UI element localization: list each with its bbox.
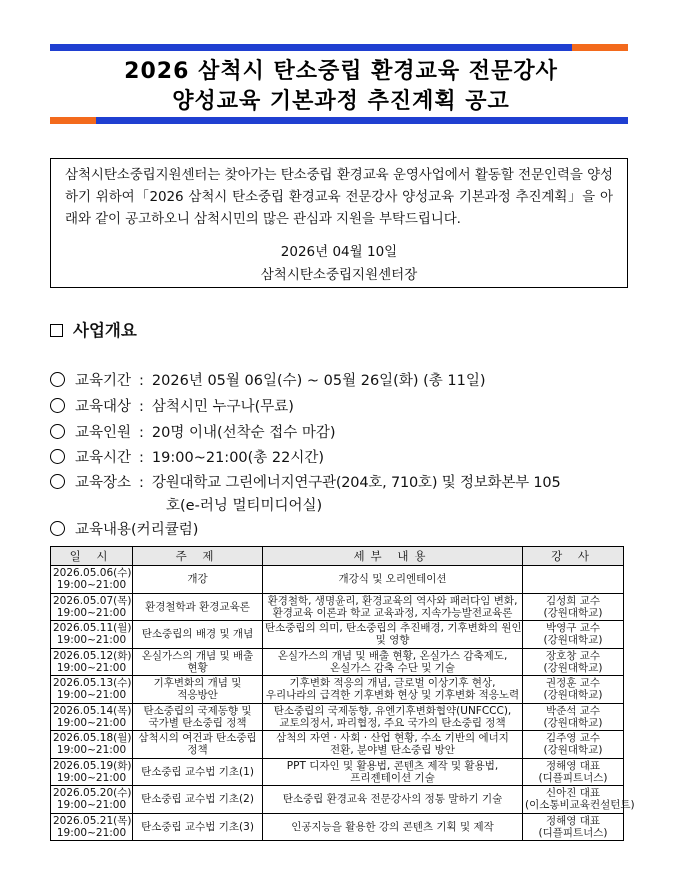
schedule-time: 19:00~21:00 — [56, 579, 127, 592]
schedule-topic-line: 온실가스의 개념 및 배출 — [141, 649, 254, 662]
circle-bullet-icon — [50, 398, 65, 413]
schedule-topic-line: 정책 — [187, 744, 208, 757]
schedule-lecturer-cell — [523, 621, 624, 649]
schedule-detail-line: 및 영향 — [375, 634, 410, 647]
schedule-topic-line: 적응방안 — [177, 689, 218, 702]
schedule-date: 2026.05.12(화) — [53, 649, 132, 662]
schedule-detail-cell — [263, 813, 523, 841]
header-datetime: 일 시 — [51, 547, 133, 566]
schedule-detail-line: 온실가스의 개념 및 배출 현황, 온실가스 감축제도, — [277, 649, 508, 662]
schedule-lecturer-line: (강원대학교) — [543, 689, 603, 702]
schedule-lecturer-line: 정해영 대표 — [545, 759, 601, 772]
schedule-topic-line: 탄소중립의 배경 및 개념 — [141, 628, 254, 641]
schedule-topic-line: 삼척시의 여건과 탄소중립 — [138, 732, 257, 745]
bottom-accent-bar — [50, 117, 628, 124]
schedule-topic-cell — [133, 703, 263, 731]
schedule-lecturer-line: (강원대학교) — [543, 744, 603, 757]
schedule-lecturer-line: 김성희 교수 — [545, 594, 601, 607]
overview-value: 강원대학교 그린에너지연구관(204호, 710호) 및 정보화본부 105 — [151, 475, 561, 491]
schedule-date: 2026.05.19(화) — [53, 759, 132, 772]
schedule-row — [51, 593, 624, 621]
schedule-datetime-cell — [51, 731, 133, 759]
schedule-topic-cell — [133, 731, 263, 759]
schedule-topic-cell — [133, 676, 263, 704]
schedule-topic-line: 탄소중립 교수법 기초(2) — [141, 793, 254, 806]
circle-bullet-icon — [50, 474, 65, 489]
schedule-lecturer-line: 권정훈 교수 — [545, 677, 601, 690]
schedule-detail-line: 개강식 및 오리엔테이션 — [338, 573, 447, 586]
page-title-line2: 양성교육 기본과정 추진계획 공고 — [172, 89, 510, 114]
header-detail: 세부 내용 — [263, 547, 523, 566]
schedule-time: 19:00~21:00 — [56, 826, 127, 839]
schedule-topic-line: 기후변화의 개념 및 — [153, 677, 242, 690]
schedule-lecturer-line: (디플피트너스) — [538, 826, 608, 839]
schedule-detail-line: 삼척의 자연 · 사회 · 산업 현황, 수소 기반의 에너지 — [276, 732, 509, 745]
schedule-date: 2026.05.13(수) — [53, 677, 132, 690]
schedule-topic-cell — [133, 813, 263, 841]
schedule-topic-line: 개강 — [187, 573, 208, 586]
schedule-detail-cell — [263, 621, 523, 649]
schedule-detail-line: 탄소중립의 국제동향, 유엔기후변화협약(UNFCCC), — [273, 704, 512, 717]
section-heading — [50, 319, 137, 343]
schedule-detail-cell — [263, 566, 523, 594]
schedule-topic-cell — [133, 566, 263, 594]
schedule-date: 2026.05.06(수) — [53, 567, 132, 580]
schedule-lecturer-line: (강원대학교) — [543, 716, 603, 729]
overview-label: 교육장소 — [75, 475, 132, 491]
schedule-topic-cell — [133, 786, 263, 814]
notice-body: 삼척시탄소중립지원센터는 찾아가는 탄소중립 환경교육 운영사업에서 활동할 전문인력을 양성하기 위하여「2026 삼척시 탄소중립 환경교육 전문강사 양성교육 기본과정 추진계획」을 아래와 같이 공고하오니 삼척시민의 많은 관심과 지원을 부탁드립니다. — [65, 167, 613, 227]
schedule-lecturer-line: 신아진 대표 — [545, 787, 601, 800]
overview-item-capacity: 교육인원 : 20명 이내(선착순 접수 마감) — [50, 422, 336, 444]
schedule-lecturer-line: (이소통비교육컨설턴트) — [525, 799, 635, 812]
schedule-header-row — [51, 547, 624, 566]
schedule-detail-cell — [263, 731, 523, 759]
circle-bullet-icon — [50, 521, 65, 536]
curriculum-label: 교육내용(커리큘럼) — [75, 522, 199, 538]
schedule-topic-cell — [133, 648, 263, 676]
schedule-row — [51, 676, 624, 704]
schedule-datetime-cell — [51, 621, 133, 649]
schedule-time: 19:00~21:00 — [56, 744, 127, 757]
schedule-detail-line: 온실가스 감축 수단 및 기술 — [330, 661, 455, 674]
schedule-datetime-cell — [51, 758, 133, 786]
overview-value: 19:00~21:00(총 22시간) — [151, 450, 325, 466]
schedule-lecturer-line: 정해영 대표 — [545, 814, 601, 827]
schedule-detail-cell — [263, 786, 523, 814]
schedule-datetime-cell — [51, 648, 133, 676]
schedule-detail-cell — [263, 676, 523, 704]
schedule-topic-line: 현황 — [187, 661, 208, 674]
schedule-lecturer-line: (강원대학교) — [543, 606, 603, 619]
schedule-time: 19:00~21:00 — [56, 689, 127, 702]
schedule-row — [51, 703, 624, 731]
top-accent-bar — [50, 44, 628, 51]
overview-item-target: 교육대상 : 삼척시민 누구나(무료) — [50, 396, 294, 418]
schedule-date: 2026.05.11(월) — [53, 622, 132, 635]
overview-item-location: 교육장소 : 강원대학교 그린에너지연구관(204호, 710호) 및 정보화본부 105 — [50, 472, 560, 494]
schedule-detail-line: 탄소중립 환경교육 전문강사의 정통 말하기 기술 — [282, 793, 503, 806]
circle-bullet-icon — [50, 372, 65, 387]
header-lecturer: 강 사 — [523, 547, 624, 566]
schedule-lecturer-cell — [523, 731, 624, 759]
schedule-topic-cell — [133, 758, 263, 786]
schedule-time: 19:00~21:00 — [56, 799, 127, 812]
overview-item-time: 교육시간 : 19:00~21:00(총 22시간) — [50, 447, 324, 469]
schedule-detail-cell — [263, 593, 523, 621]
overview-label: 교육대상 — [75, 399, 132, 415]
overview-item-period: 교육기간 : 2026년 05월 06일(수) ~ 05월 26일(화) (총 11일) — [50, 370, 486, 392]
schedule-lecturer-cell — [523, 703, 624, 731]
schedule-lecturer-cell — [523, 786, 635, 814]
schedule-lecturer-cell — [523, 813, 624, 841]
circle-bullet-icon — [50, 449, 65, 464]
notice-box — [50, 158, 628, 288]
schedule-time: 19:00~21:00 — [56, 716, 127, 729]
schedule-datetime-cell — [51, 593, 133, 621]
schedule-detail-line: 전환, 분야별 탄소중립 방안 — [330, 744, 455, 757]
overview-item-curriculum — [50, 519, 198, 541]
schedule-row — [51, 648, 624, 676]
overview-location-continued: 호(e-러닝 멀티미디어실) — [166, 498, 323, 514]
schedule-lecturer-line: (강원대학교) — [543, 634, 603, 647]
overview-label: 교육시간 — [75, 450, 132, 466]
schedule-row — [51, 786, 624, 814]
schedule-topic-line: 탄소중립의 국제동향 및 — [143, 704, 252, 717]
schedule-row — [51, 731, 624, 759]
schedule-detail-line: 교토의정서, 파리협정, 주요 국가의 탄소중립 정책 — [279, 716, 506, 729]
page-title-line1: 2026 삼척시 탄소중립 환경교육 전문강사 — [124, 59, 558, 84]
schedule-time: 19:00~21:00 — [56, 634, 127, 647]
schedule-topic-line: 환경철학과 환경교육론 — [145, 600, 250, 613]
schedule-detail-cell — [263, 758, 523, 786]
schedule-detail-line: 프리젠테이션 기술 — [350, 771, 435, 784]
schedule-lecturer-cell — [523, 676, 624, 704]
schedule-detail-line: PPT 디자인 및 활용법, 콘텐츠 제작 및 활용법, — [286, 759, 499, 772]
schedule-date: 2026.05.18(월) — [53, 732, 132, 745]
schedule-time: 19:00~21:00 — [56, 661, 127, 674]
circle-bullet-icon — [50, 424, 65, 439]
schedule-detail-line: 환경철학, 생명윤리, 환경교육의 역사와 패러다임 변화, — [267, 594, 518, 607]
schedule-lecturer-line: (디플피트너스) — [538, 771, 608, 784]
schedule-detail-cell — [263, 648, 523, 676]
overview-value: 20명 이내(선착순 접수 마감) — [151, 425, 336, 441]
schedule-detail-line: 기후변화 적응의 개념, 글로벌 이상기후 현상, — [289, 677, 496, 690]
schedule-datetime-cell — [51, 786, 133, 814]
schedule-topic-cell — [133, 593, 263, 621]
schedule-row — [51, 758, 624, 786]
overview-value: 2026년 05월 06일(수) ~ 05월 26일(화) (총 11일) — [151, 373, 486, 389]
schedule-time: 19:00~21:00 — [56, 771, 127, 784]
schedule-datetime-cell — [51, 566, 133, 594]
schedule-lecturer-cell — [523, 566, 624, 594]
overview-label: 교육인원 — [75, 425, 132, 441]
square-bullet-icon — [50, 324, 63, 337]
schedule-detail-line: 우리나라의 급격한 기후변화 현상 및 기후변화 적응노력 — [265, 689, 520, 702]
schedule-datetime-cell — [51, 813, 133, 841]
header-topic: 주 제 — [133, 547, 263, 566]
schedule-lecturer-line: 김주영 교수 — [545, 732, 601, 745]
schedule-detail-cell — [263, 703, 523, 731]
schedule-detail-line: 인공지능을 활용한 강의 콘텐츠 기획 및 제작 — [291, 820, 494, 833]
schedule-lecturer-cell — [523, 593, 624, 621]
section-title: 사업개요 — [73, 321, 137, 340]
schedule-row — [51, 813, 624, 841]
schedule-detail-line: 탄소중립의 의미, 탄소중립의 추진배경, 기후변화의 원인 — [265, 622, 522, 635]
notice-date: 2026년 04월 10일 — [280, 244, 398, 260]
schedule-datetime-cell — [51, 703, 133, 731]
schedule-lecturer-line: (강원대학교) — [543, 661, 603, 674]
schedule-time: 19:00~21:00 — [56, 606, 127, 619]
schedule-table — [50, 546, 635, 841]
schedule-date: 2026.05.21(목) — [53, 814, 132, 827]
notice-organization: 삼척시탄소중립지원센터장 — [260, 267, 418, 283]
overview-label: 교육기간 — [75, 373, 132, 389]
schedule-date: 2026.05.20(수) — [53, 787, 132, 800]
schedule-topic-line: 탄소중립 교수법 기초(1) — [141, 765, 254, 778]
schedule-topic-line: 탄소중립 교수법 기초(3) — [141, 820, 254, 833]
schedule-lecturer-line: 장호창 교수 — [545, 649, 601, 662]
schedule-lecturer-cell — [523, 648, 624, 676]
schedule-row — [51, 621, 624, 649]
overview-value: 삼척시민 누구나(무료) — [151, 399, 294, 415]
schedule-lecturer-line: 박준석 교수 — [545, 704, 601, 717]
schedule-topic-cell — [133, 621, 263, 649]
schedule-date: 2026.05.14(목) — [53, 704, 132, 717]
schedule-lecturer-cell — [523, 758, 624, 786]
schedule-datetime-cell — [51, 676, 133, 704]
schedule-date: 2026.05.07(목) — [53, 594, 132, 607]
schedule-row — [51, 566, 624, 594]
schedule-detail-line: 환경교육 이론과 학교 교육과정, 지속가능발전교육론 — [272, 606, 513, 619]
schedule-lecturer-line: 박영구 교수 — [545, 622, 601, 635]
schedule-topic-line: 국가별 탄소중립 정책 — [148, 716, 247, 729]
